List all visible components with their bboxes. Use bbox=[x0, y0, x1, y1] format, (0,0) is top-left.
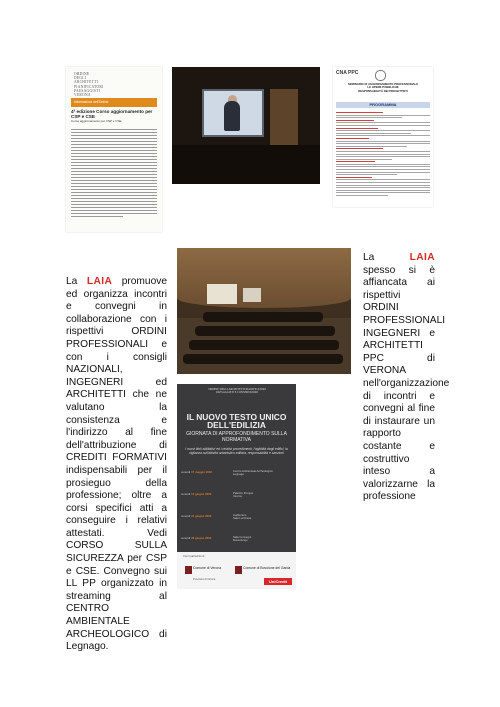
event-address: Legnago bbox=[233, 472, 244, 477]
projection-screen bbox=[202, 89, 264, 137]
sponsor-comune: Comune di Verona bbox=[193, 566, 222, 570]
document-heading: 4ª edizione Corso aggiornamento per CSP e CSE bbox=[71, 109, 153, 120]
unicredit-logo: UniCredit bbox=[264, 578, 292, 585]
schedule-item bbox=[181, 490, 292, 512]
coat-of-arms-icon bbox=[235, 566, 242, 574]
event-place: Auditorium bbox=[233, 513, 247, 517]
banner-text: Informazione dell'Ordine bbox=[74, 100, 109, 104]
logo-line: PIANIFICATORI bbox=[74, 84, 104, 89]
order-logo bbox=[71, 72, 157, 98]
event-date: 28 giugno 2002 bbox=[191, 536, 212, 540]
conference-speaker-photo bbox=[172, 67, 320, 184]
event-date: 21 giugno 2002 bbox=[191, 514, 212, 518]
event-place: Centro Ambientale Archeologico bbox=[233, 469, 273, 473]
programme-label: PROGRAMMA bbox=[369, 102, 397, 107]
seminar-programme-thumbnail bbox=[333, 67, 433, 207]
logo-line: PAESAGGISTI bbox=[74, 88, 101, 93]
republic-emblem-icon bbox=[375, 70, 386, 81]
seminar-title bbox=[336, 83, 430, 93]
event-address: Sala Lucchese bbox=[233, 516, 252, 521]
poster-sponsors bbox=[177, 552, 296, 589]
poster-subtitle: GIORNATA DI APPROFONDIMENTO SULLA NORMATIVA bbox=[186, 431, 287, 443]
document-body-lines bbox=[71, 129, 157, 219]
course-document-thumbnail bbox=[66, 67, 162, 232]
seminar-title-line: LE OPERE PUBBLICHE bbox=[367, 85, 399, 90]
right-description bbox=[363, 252, 450, 504]
poster-org: ORDINE DEGLI ARCHITETTI PIANIFICATORI PAESAGGISTI E CONSERVATORI bbox=[208, 388, 266, 395]
logo-line: ORDINE bbox=[74, 72, 90, 76]
right-paragraph: spesso si è affiancata ai rispettivi ORDINI PROFESSIONALI INGEGNERI e ARCHITETTI PPC di VERONA nell'organizzazione di incontri e convegni al fine di instaurare un rapporto costante e costruttivo inteso a valorizzarne la professione bbox=[363, 264, 450, 503]
projection-screen bbox=[207, 284, 237, 304]
left-description bbox=[66, 276, 167, 654]
lead-word: La bbox=[363, 252, 375, 263]
lead-word: La bbox=[66, 276, 78, 287]
programme-lines bbox=[336, 112, 430, 198]
event-day: venerdì bbox=[181, 536, 191, 540]
event-address: Verona bbox=[233, 494, 242, 499]
sponsor-comune-2: Comune di Bovolone del Garda bbox=[243, 566, 291, 570]
cna-logo: CNA PPC bbox=[336, 70, 359, 76]
sponsor-province: Provincia di Verona bbox=[193, 578, 216, 581]
laia-name: LAIA bbox=[86, 276, 113, 287]
event-day: venerdì bbox=[181, 492, 191, 496]
event-day: venerdì bbox=[181, 514, 191, 518]
logo-line: VERONA bbox=[74, 93, 91, 98]
event-poster bbox=[177, 384, 296, 589]
event-place: Sala Convegni bbox=[233, 535, 252, 539]
projection-screen bbox=[243, 288, 261, 302]
schedule-item bbox=[181, 468, 292, 490]
schedule-item bbox=[181, 512, 292, 534]
left-paragraph: promuove ed organizza incontri e convegni in collaborazione con i rispettivi ORDINI PROFESSIONALI e con i consigli NAZIONALI, INGEGNERI ed ARCHITETTI che ne valutano la consistenza e l'indirizzo al fine dell'attribuzione di CREDITI FORMATIVI indispensabili per il prosieguo della professione; oltre a corsi specifici atti a conseguire i relativi attestati. Vedi CORSO SULLA SICUREZZA per CSP e CSE. Convegno sui LL PP organizzato in streaming al CENTRO AMBIENTALE ARCHEOLOGICO di Legnago. bbox=[66, 276, 167, 653]
event-place: Palazzo Pompei bbox=[233, 491, 254, 495]
logo-line: DEGLI bbox=[74, 76, 87, 81]
event-day: venerdì bbox=[181, 470, 191, 474]
programme-heading bbox=[336, 102, 430, 108]
event-date: 14 giugno 2002 bbox=[191, 492, 212, 496]
coat-of-arms-icon bbox=[185, 566, 192, 574]
document-subheading: Corso aggiornamento per CSP e CSE bbox=[71, 119, 122, 123]
logo-line: ARCHITETTI bbox=[74, 80, 99, 85]
seminar-title-line: RESPONSABILITÀ DEI PROGETTISTI bbox=[358, 88, 408, 93]
sponsor-label: Con il patrocinio di bbox=[183, 555, 205, 558]
poster-schedule bbox=[181, 468, 292, 556]
conference-hall-photo bbox=[177, 248, 351, 374]
laia-name: LAIA bbox=[409, 252, 435, 263]
document-banner bbox=[71, 98, 157, 107]
poster-quote: I nuovi titoli abilitativi ed i relativi procedimenti, l'agibilità degli edifici, la vigilanza sull'attività urbanistico-edilizia, responsabilità e sanzioni bbox=[185, 447, 288, 455]
event-address: Bussolengo bbox=[233, 538, 248, 543]
seminar-title-line: SEMINARIO DI AGGIORNAMENTO PROFESSIONALE bbox=[347, 82, 419, 86]
event-date: 17 maggio 2002 bbox=[191, 470, 212, 474]
poster-title: IL NUOVO TESTO UNICO DELL'EDILIZIA bbox=[186, 412, 287, 431]
